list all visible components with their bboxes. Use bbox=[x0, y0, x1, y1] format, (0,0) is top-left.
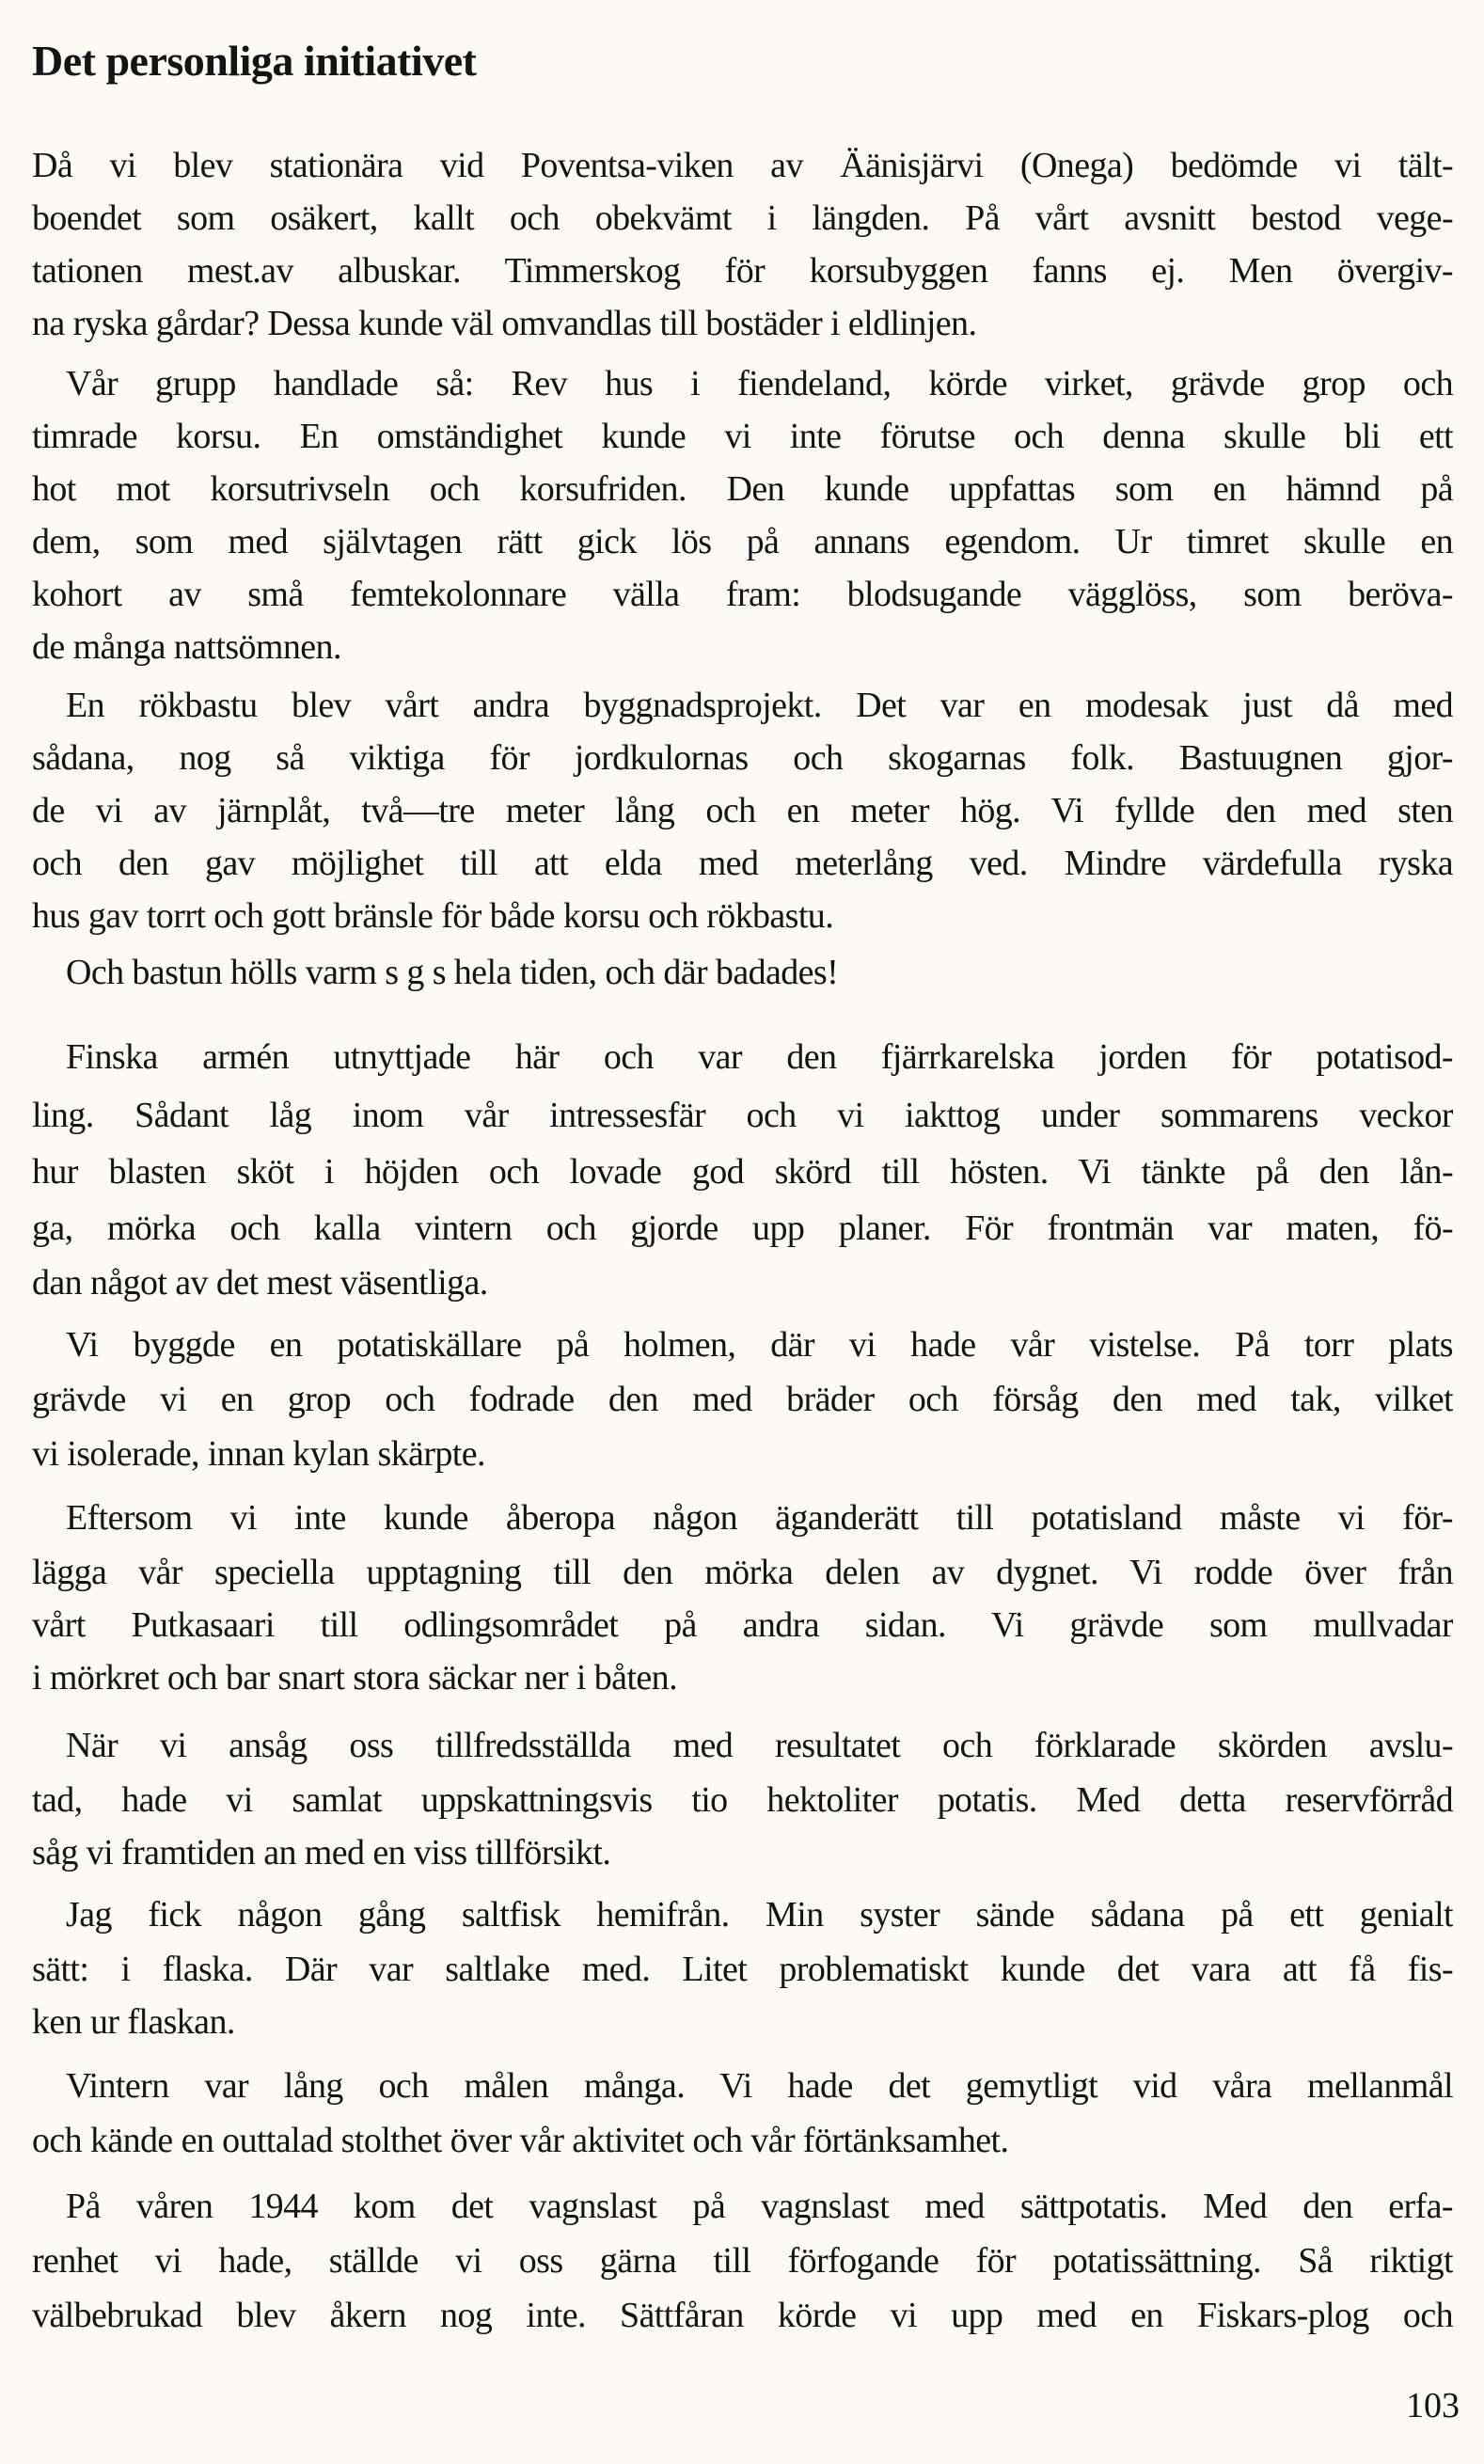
text-line: Jag fick någon gång saltfisk hemifrån. Min syster sände sådana på ett genialt bbox=[66, 1895, 1453, 1935]
text-line: sätt: i flaska. Där var saltlake med. Litet problematiskt kunde det vara att få fis- bbox=[32, 1950, 1453, 1989]
text-line: lägga vår speciella upptagning till den mörka delen av dygnet. Vi rodde över från bbox=[32, 1553, 1453, 1592]
text-line: grävde vi en grop och fodrade den med bräder och försåg den med tak, vilket bbox=[32, 1380, 1453, 1419]
text-line: och den gav möjlighet till att elda med meterlång ved. Mindre värdefulla ryska bbox=[32, 844, 1453, 883]
text-line: dem, som med självtagen rätt gick lös på annans egendom. Ur timret skulle en bbox=[32, 522, 1453, 561]
text-line: i mörkret och bar snart stora säckar ner i båten. bbox=[32, 1658, 677, 1698]
text-line: renhet vi hade, ställde vi oss gärna till förfogande för potatissättning. Så riktigt bbox=[32, 2241, 1453, 2281]
text-line: vi isolerade, innan kylan skärpte. bbox=[32, 1434, 485, 1474]
text-line: På våren 1944 kom det vagnslast på vagnslast med sättpotatis. Med den erfa- bbox=[66, 2187, 1453, 2226]
text-line: Då vi blev stationära vid Poventsa-viken av Äänisjärvi (Onega) bedömde vi tält- bbox=[32, 146, 1453, 185]
text-line: ling. Sådant låg inom vår intressesfär och vi iakttog under sommarens veckor bbox=[32, 1096, 1453, 1135]
text-line: ken ur flaskan. bbox=[32, 2002, 235, 2042]
text-line: dan något av det mest väsentliga. bbox=[32, 1263, 488, 1303]
text-line: sådana, nog så viktiga för jordkulornas och skogarnas folk. Bastuugnen gjor- bbox=[32, 738, 1453, 778]
text-line: En rökbastu blev vårt andra byggnadsprojekt. Det var en modesak just då med bbox=[66, 686, 1453, 725]
text-line: de många nattsömnen. bbox=[32, 627, 341, 667]
text-line: hus gav torrt och gott bränsle för både korsu och rökbastu. bbox=[32, 896, 834, 936]
text-line: vårt Putkasaari till odlingsområdet på andra sidan. Vi grävde som mullvadar bbox=[32, 1605, 1453, 1645]
text-line: välbebrukad blev åkern nog inte. Sättfåran körde vi upp med en Fiskars-plog och bbox=[32, 2296, 1453, 2335]
text-line: När vi ansåg oss tillfredsställda med resultatet och förklarade skörden avslu- bbox=[66, 1726, 1453, 1765]
text-line: Finska armén utnyttjade här och var den fjärrkarelska jorden för potatisod- bbox=[66, 1037, 1453, 1077]
text-line: hur blasten sköt i höjden och lovade god skörd till hösten. Vi tänkte på den lån- bbox=[32, 1152, 1453, 1192]
section-heading: Det personliga initiativet bbox=[32, 37, 477, 85]
text-line: Eftersom vi inte kunde åberopa någon äganderätt till potatisland måste vi för- bbox=[66, 1498, 1453, 1538]
text-line: Vintern var lång och målen många. Vi hade det gemytligt vid våra mellanmål bbox=[66, 2066, 1453, 2106]
text-line: Vår grupp handlade så: Rev hus i fiendeland, körde virket, grävde grop och bbox=[66, 364, 1453, 403]
text-line: och kände en outtalad stolthet över vår aktivitet och vår förtänksamhet. bbox=[32, 2121, 1009, 2160]
text-line: timrade korsu. En omständighet kunde vi inte förutse och denna skulle bli ett bbox=[32, 417, 1453, 456]
text-line: Vi byggde en potatiskällare på holmen, där vi hade vår vistelse. På torr plats bbox=[66, 1325, 1453, 1365]
text-line: na ryska gårdar? Dessa kunde väl omvandlas till bostäder i eldlinjen. bbox=[32, 304, 977, 343]
text-line: tad, hade vi samlat uppskattningsvis tio hektoliter potatis. Med detta reservförråd bbox=[32, 1780, 1453, 1820]
text-line: hot mot korsutrivseln och korsufriden. Den kunde uppfattas som en hämnd på bbox=[32, 469, 1453, 509]
text-line: såg vi framtiden an med en viss tillförsikt. bbox=[32, 1833, 611, 1872]
text-line: tationen mest.av albuskar. Timmerskog för korsubyggen fanns ej. Men övergiv- bbox=[32, 251, 1453, 291]
text-line: ga, mörka och kalla vintern och gjorde upp planer. För frontmän var maten, fö- bbox=[32, 1208, 1453, 1248]
text-line: de vi av järnplåt, två—tre meter lång och en meter hög. Vi fyllde den med sten bbox=[32, 791, 1453, 830]
text-line: Och bastun hölls varm s g s hela tiden, och där badades! bbox=[66, 953, 839, 992]
page-number: 103 bbox=[1406, 2386, 1460, 2425]
text-line: kohort av små femtekolonnare välla fram: blodsugande vägglöss, som beröva- bbox=[32, 575, 1453, 614]
text-line: boendet som osäkert, kallt och obekvämt i längden. På vårt avsnitt bestod vege- bbox=[32, 198, 1453, 238]
